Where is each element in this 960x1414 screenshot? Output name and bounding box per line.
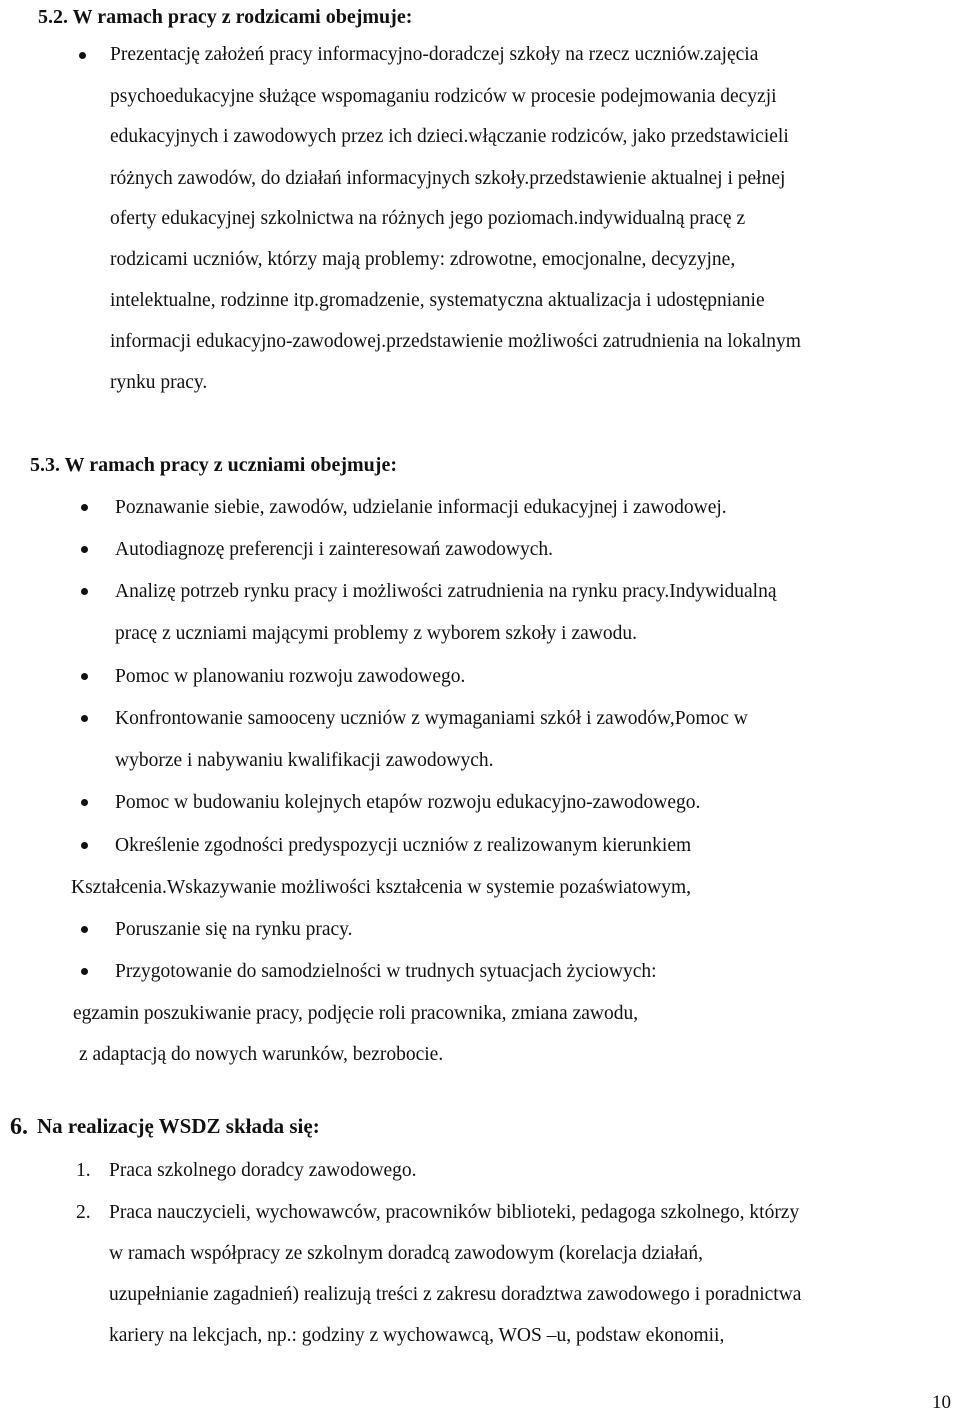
bullet-icon bbox=[79, 52, 86, 59]
list-item-continuation: Kształcenia.Wskazywanie możliwości kształcenia w systemie pozaświatowym, bbox=[71, 877, 692, 898]
paragraph-line: edukacyjnych i zawodowych przez ich dzieci.włączanie rodziców, jako przedstawicieli bbox=[110, 126, 789, 147]
list-item-continuation: z adaptacją do nowych warunków, bezrobocie. bbox=[79, 1044, 444, 1065]
paragraph-line: oferty edukacyjnej szkolnictwa na różnych jego poziomach.indywidualną pracę z bbox=[110, 208, 746, 229]
list-item: Konfrontowanie samooceny uczniów z wymaganiami szkół i zawodów,Pomoc w bbox=[115, 708, 748, 729]
list-item: Analizę potrzeb rynku pracy i możliwości zatrudnienia na rynku pracy.Indywidualną bbox=[115, 581, 777, 602]
bullet-icon bbox=[81, 588, 88, 595]
list-number: 2. bbox=[76, 1202, 91, 1223]
bullet-icon bbox=[81, 546, 88, 553]
list-item: Pomoc w planowaniu rozwoju zawodowego. bbox=[115, 666, 466, 687]
paragraph-line: psychoedukacyjne służące wspomaganiu rodziców w procesie podejmowania decyzji bbox=[110, 86, 777, 107]
bullet-icon bbox=[81, 715, 88, 722]
numbered-item-continuation: w ramach współpracy ze szkolnym doradcą zawodowym (korelacja działań, bbox=[109, 1243, 703, 1264]
list-item: Pomoc w budowaniu kolejnych etapów rozwoju edukacyjno-zawodowego. bbox=[115, 792, 701, 813]
list-item: Poznawanie siebie, zawodów, udzielanie informacji edukacyjnej i zawodowej. bbox=[115, 497, 727, 518]
section-5-2-heading: 5.2. W ramach pracy z rodzicami obejmuje: bbox=[38, 6, 413, 28]
numbered-item: Praca szkolnego doradcy zawodowego. bbox=[109, 1160, 417, 1181]
list-item: Autodiagnozę preferencji i zainteresowań zawodowych. bbox=[115, 539, 554, 560]
bullet-icon bbox=[81, 799, 88, 806]
list-item-continuation: egzamin poszukiwanie pracy, podjęcie roli pracownika, zmiana zawodu, bbox=[73, 1003, 639, 1024]
list-item: Określenie zgodności predyspozycji uczniów z realizowanym kierunkiem bbox=[115, 835, 692, 856]
bullet-icon bbox=[81, 926, 88, 933]
numbered-item-continuation: uzupełnianie zagadnień) realizują treści z zakresu doradztwa zawodowego i poradnictwa bbox=[109, 1284, 802, 1305]
bullet-icon bbox=[81, 673, 88, 680]
page-number: 10 bbox=[932, 1392, 951, 1413]
section-5-3-heading: 5.3. W ramach pracy z uczniami obejmuje: bbox=[30, 454, 397, 476]
numbered-item: Praca nauczycieli, wychowawców, pracowników biblioteki, pedagoga szkolnego, którzy bbox=[109, 1202, 800, 1223]
bullet-icon bbox=[81, 968, 88, 975]
paragraph-line: rodzicami uczniów, którzy mają problemy: zdrowotne, emocjonalne, decyzyjne, bbox=[110, 249, 736, 270]
list-item: Przygotowanie do samodzielności w trudnych sytuacjach życiowych: bbox=[115, 961, 657, 982]
section-6-heading: Na realizację WSDZ składa się: bbox=[37, 1114, 320, 1138]
paragraph-line: intelektualne, rodzinne itp.gromadzenie, systematyczna aktualizacja i udostępnianie bbox=[110, 290, 765, 311]
paragraph-line: rynku pracy. bbox=[110, 372, 208, 393]
paragraph-line: informacji edukacyjno-zawodowej.przedstawienie możliwości zatrudnienia na lokalnym bbox=[110, 331, 801, 352]
bullet-icon bbox=[81, 504, 88, 511]
bullet-icon bbox=[81, 842, 88, 849]
paragraph-line: Prezentację założeń pracy informacyjno-doradczej szkoły na rzecz uczniów.zajęcia bbox=[110, 44, 759, 65]
list-item: Poruszanie się na rynku pracy. bbox=[115, 919, 353, 940]
list-number: 1. bbox=[76, 1160, 91, 1181]
list-item-continuation: pracę z uczniami mającymi problemy z wyborem szkoły i zawodu. bbox=[115, 623, 637, 644]
list-item-continuation: wyborze i nabywaniu kwalifikacji zawodowych. bbox=[115, 750, 494, 771]
paragraph-line: różnych zawodów, do działań informacyjnych szkoły.przedstawienie aktualnej i pełnej bbox=[110, 168, 786, 189]
numbered-item-continuation: kariery na lekcjach, np.: godziny z wychowawcą, WOS –u, podstaw ekonomii, bbox=[109, 1325, 725, 1346]
section-6-number: 6. bbox=[10, 1114, 28, 1140]
